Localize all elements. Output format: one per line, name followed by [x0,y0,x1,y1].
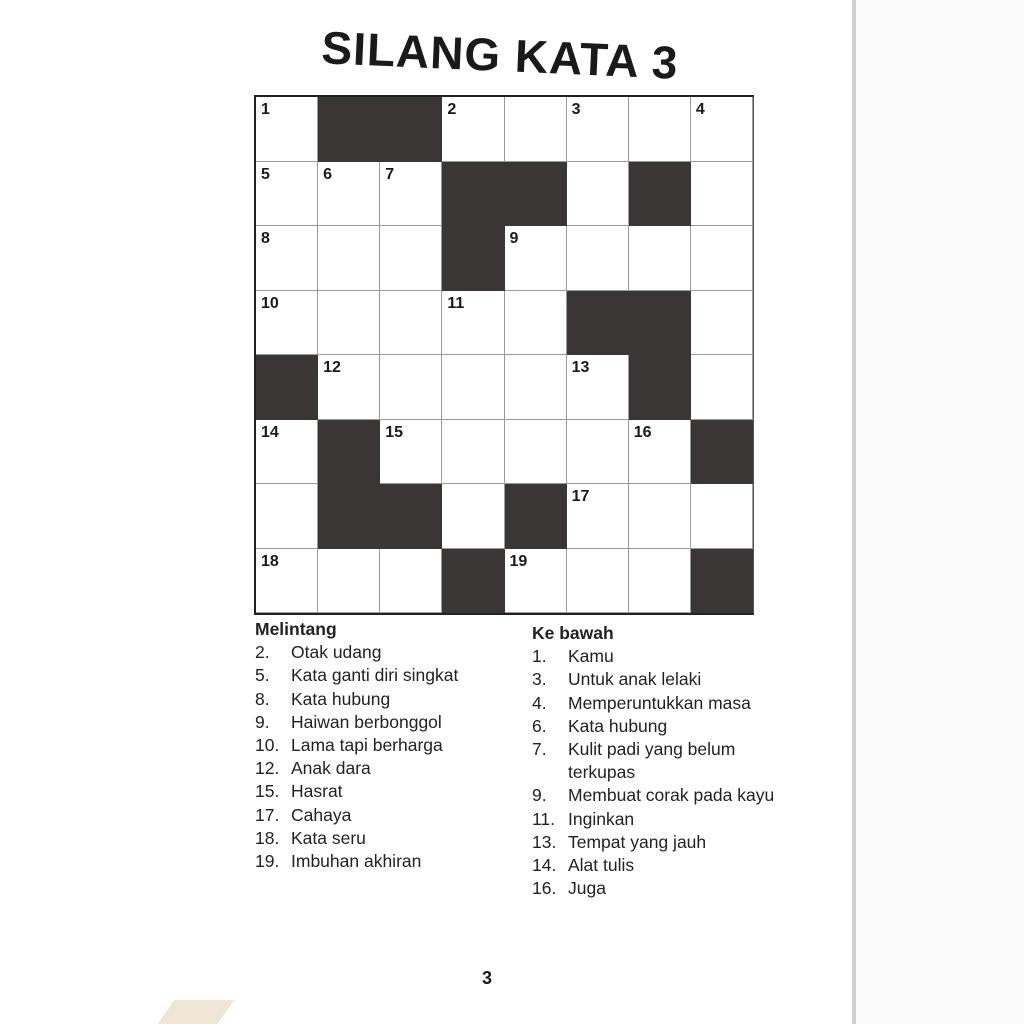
clue-item [255,780,515,803]
clue-item [532,854,792,877]
clue-text: Membuat corak pada kayu [568,785,775,806]
grid-cell[interactable] [318,291,380,356]
grid-cell[interactable] [567,97,629,162]
grid-cell[interactable] [256,291,318,356]
clue-item [255,688,515,711]
clue-text: Kulit padi yang belum terkupas [568,739,736,783]
grid-cell[interactable] [256,549,318,614]
cell-number: 9 [509,230,519,247]
clue-number: 12. [255,758,280,779]
grid-cell[interactable] [256,226,318,291]
cell-number: 13 [571,359,590,376]
clue-item [532,831,792,854]
clue-number: 11. [532,808,556,829]
grid-cell[interactable] [691,226,753,291]
clue-text: Lama tapi berharga [291,735,443,756]
clue-text: Tempat yang jauh [568,831,707,852]
grid-cell[interactable] [380,226,442,291]
grid-cell[interactable] [442,420,504,485]
clue-number: 8. [255,688,270,709]
clue-text: Kata hubung [291,688,391,709]
grid-cell[interactable] [567,420,629,485]
cell-number: 10 [261,294,279,312]
clue-number: 4. [532,692,547,713]
clue-item [532,808,792,831]
grid-cell[interactable] [442,484,504,549]
cell-number: 16 [633,423,652,441]
cell-number: 11 [447,294,465,312]
grid-cell[interactable] [505,420,567,485]
puzzle-title: SILANG KATA 3 [320,21,680,89]
grid-cell[interactable] [318,549,380,614]
cell-number: 15 [385,423,404,441]
clue-number: 10. [255,735,280,756]
clue-item [255,711,515,734]
cell-number: 4 [695,101,705,118]
cell-number: 5 [261,165,270,183]
grid-cell[interactable] [318,226,380,291]
grid-cell[interactable] [380,162,442,227]
grid-cell[interactable] [567,549,629,614]
grid-cell[interactable] [505,97,567,162]
clue-number: 9. [532,785,547,806]
clue-item [532,738,792,784]
cell-number: 1 [261,101,270,118]
grid-cell[interactable] [567,226,629,291]
clue-text: Juga [568,878,606,899]
clue-number: 13. [532,831,557,852]
across-clues [255,618,515,873]
grid-cell[interactable] [505,291,567,356]
grid-cell[interactable] [256,162,318,227]
cell-number: 6 [323,165,333,183]
clue-item [255,734,515,757]
grid-cell-black [629,355,691,420]
grid-cell-black [691,420,753,485]
crossword-grid [254,95,754,615]
clue-item [255,641,515,664]
grid-cell[interactable] [629,549,691,614]
grid-cell[interactable] [629,484,691,549]
clue-number: 17. [255,804,280,825]
clue-text: Alat tulis [568,855,635,876]
grid-cell-black [380,97,442,162]
grid-cell-black [691,549,753,614]
clue-text: Anak dara [291,758,371,779]
clue-item [532,692,792,715]
grid-cell[interactable] [380,291,442,356]
cell-number: 19 [509,552,528,570]
clue-item [255,850,515,873]
down-clue-list [532,645,792,900]
grid-cell[interactable] [629,420,691,485]
grid-cell[interactable] [256,484,318,549]
clue-text: Kata seru [291,827,366,848]
cell-number: 7 [385,165,395,183]
down-heading: Ke bawah [532,623,614,643]
grid-cell-black [567,291,629,356]
grid-cell[interactable] [318,162,380,227]
clue-text: Cahaya [291,804,352,825]
grid-cell-black [380,484,442,549]
across-heading: Melintang [255,619,337,639]
clue-item [532,668,792,691]
grid-cell[interactable] [442,291,504,356]
grid-cell[interactable] [442,355,504,420]
clue-item [255,757,515,780]
cell-number: 12 [323,359,341,376]
cell-number: 8 [261,230,270,247]
grid-cell-black [318,420,380,485]
clue-text: Memperuntukkan masa [568,692,751,713]
grid-cell-black [629,291,691,356]
grid-cell[interactable] [380,420,442,485]
grid-cell-black [318,97,380,162]
down-clues [532,622,792,900]
clue-text: Kamu [568,646,614,667]
grid-cell[interactable] [567,355,629,420]
grid-cell[interactable] [256,97,318,162]
clue-text: Inginkan [568,808,635,829]
clue-number: 3. [532,669,547,690]
page-shadow [856,0,1024,1024]
clue-number: 6. [532,715,547,736]
grid-cell-black [318,484,380,549]
cell-number: 3 [571,101,581,118]
clue-number: 9. [255,711,270,732]
grid-cell[interactable] [505,226,567,291]
clue-item [255,664,515,687]
grid-cell[interactable] [691,291,753,356]
grid-cell[interactable] [629,97,691,162]
cell-number: 17 [571,488,590,505]
paper-corner [158,1000,235,1024]
grid-cell[interactable] [318,355,380,420]
grid-cell[interactable] [691,484,753,549]
cell-number: 18 [261,552,279,570]
grid-cell[interactable] [567,484,629,549]
cell-number: 2 [447,101,457,118]
clue-number: 18. [255,827,280,848]
grid-cell[interactable] [380,549,442,614]
clue-item [532,784,792,807]
grid-cell[interactable] [256,420,318,485]
grid-cell-black [442,226,504,291]
clue-text: Kata hubung [568,715,668,736]
grid-cell[interactable] [505,549,567,614]
clue-text: Imbuhan akhiran [291,851,422,872]
grid-cell-black [505,162,567,227]
grid-cell-black [256,355,318,420]
grid-cell[interactable] [380,355,442,420]
clue-number: 5. [255,665,270,686]
grid-cell[interactable] [442,97,504,162]
grid-cell[interactable] [691,162,753,227]
grid-cell[interactable] [691,97,753,162]
clue-number: 15. [255,781,280,802]
page-edge [852,0,856,1024]
clue-item [532,715,792,738]
grid-cell[interactable] [567,162,629,227]
clue-text: Untuk anak lelaki [568,669,702,690]
clue-number: 16. [532,878,557,899]
grid-cell-black [442,549,504,614]
page-number: 3 [481,968,492,988]
clue-number: 2. [255,642,270,663]
clue-number: 7. [532,739,547,760]
clue-text: Kata ganti diri singkat [291,665,459,686]
grid-cell[interactable] [629,226,691,291]
grid-cell-black [442,162,504,227]
clue-item [532,877,792,900]
across-clue-list [255,641,515,873]
grid-cell-black [629,162,691,227]
grid-cell[interactable] [691,355,753,420]
grid-cell[interactable] [505,355,567,420]
clue-number: 14. [532,855,557,876]
clue-item [255,827,515,850]
clue-number: 1. [532,646,547,667]
clue-text: Hasrat [291,781,343,802]
grid-cell-black [505,484,567,549]
clue-text: Otak udang [291,642,382,663]
clue-text: Haiwan berbonggol [291,711,442,732]
clue-number: 19. [255,851,280,872]
cell-number: 14 [261,423,279,441]
clue-item [255,804,515,827]
clue-item [532,645,792,668]
